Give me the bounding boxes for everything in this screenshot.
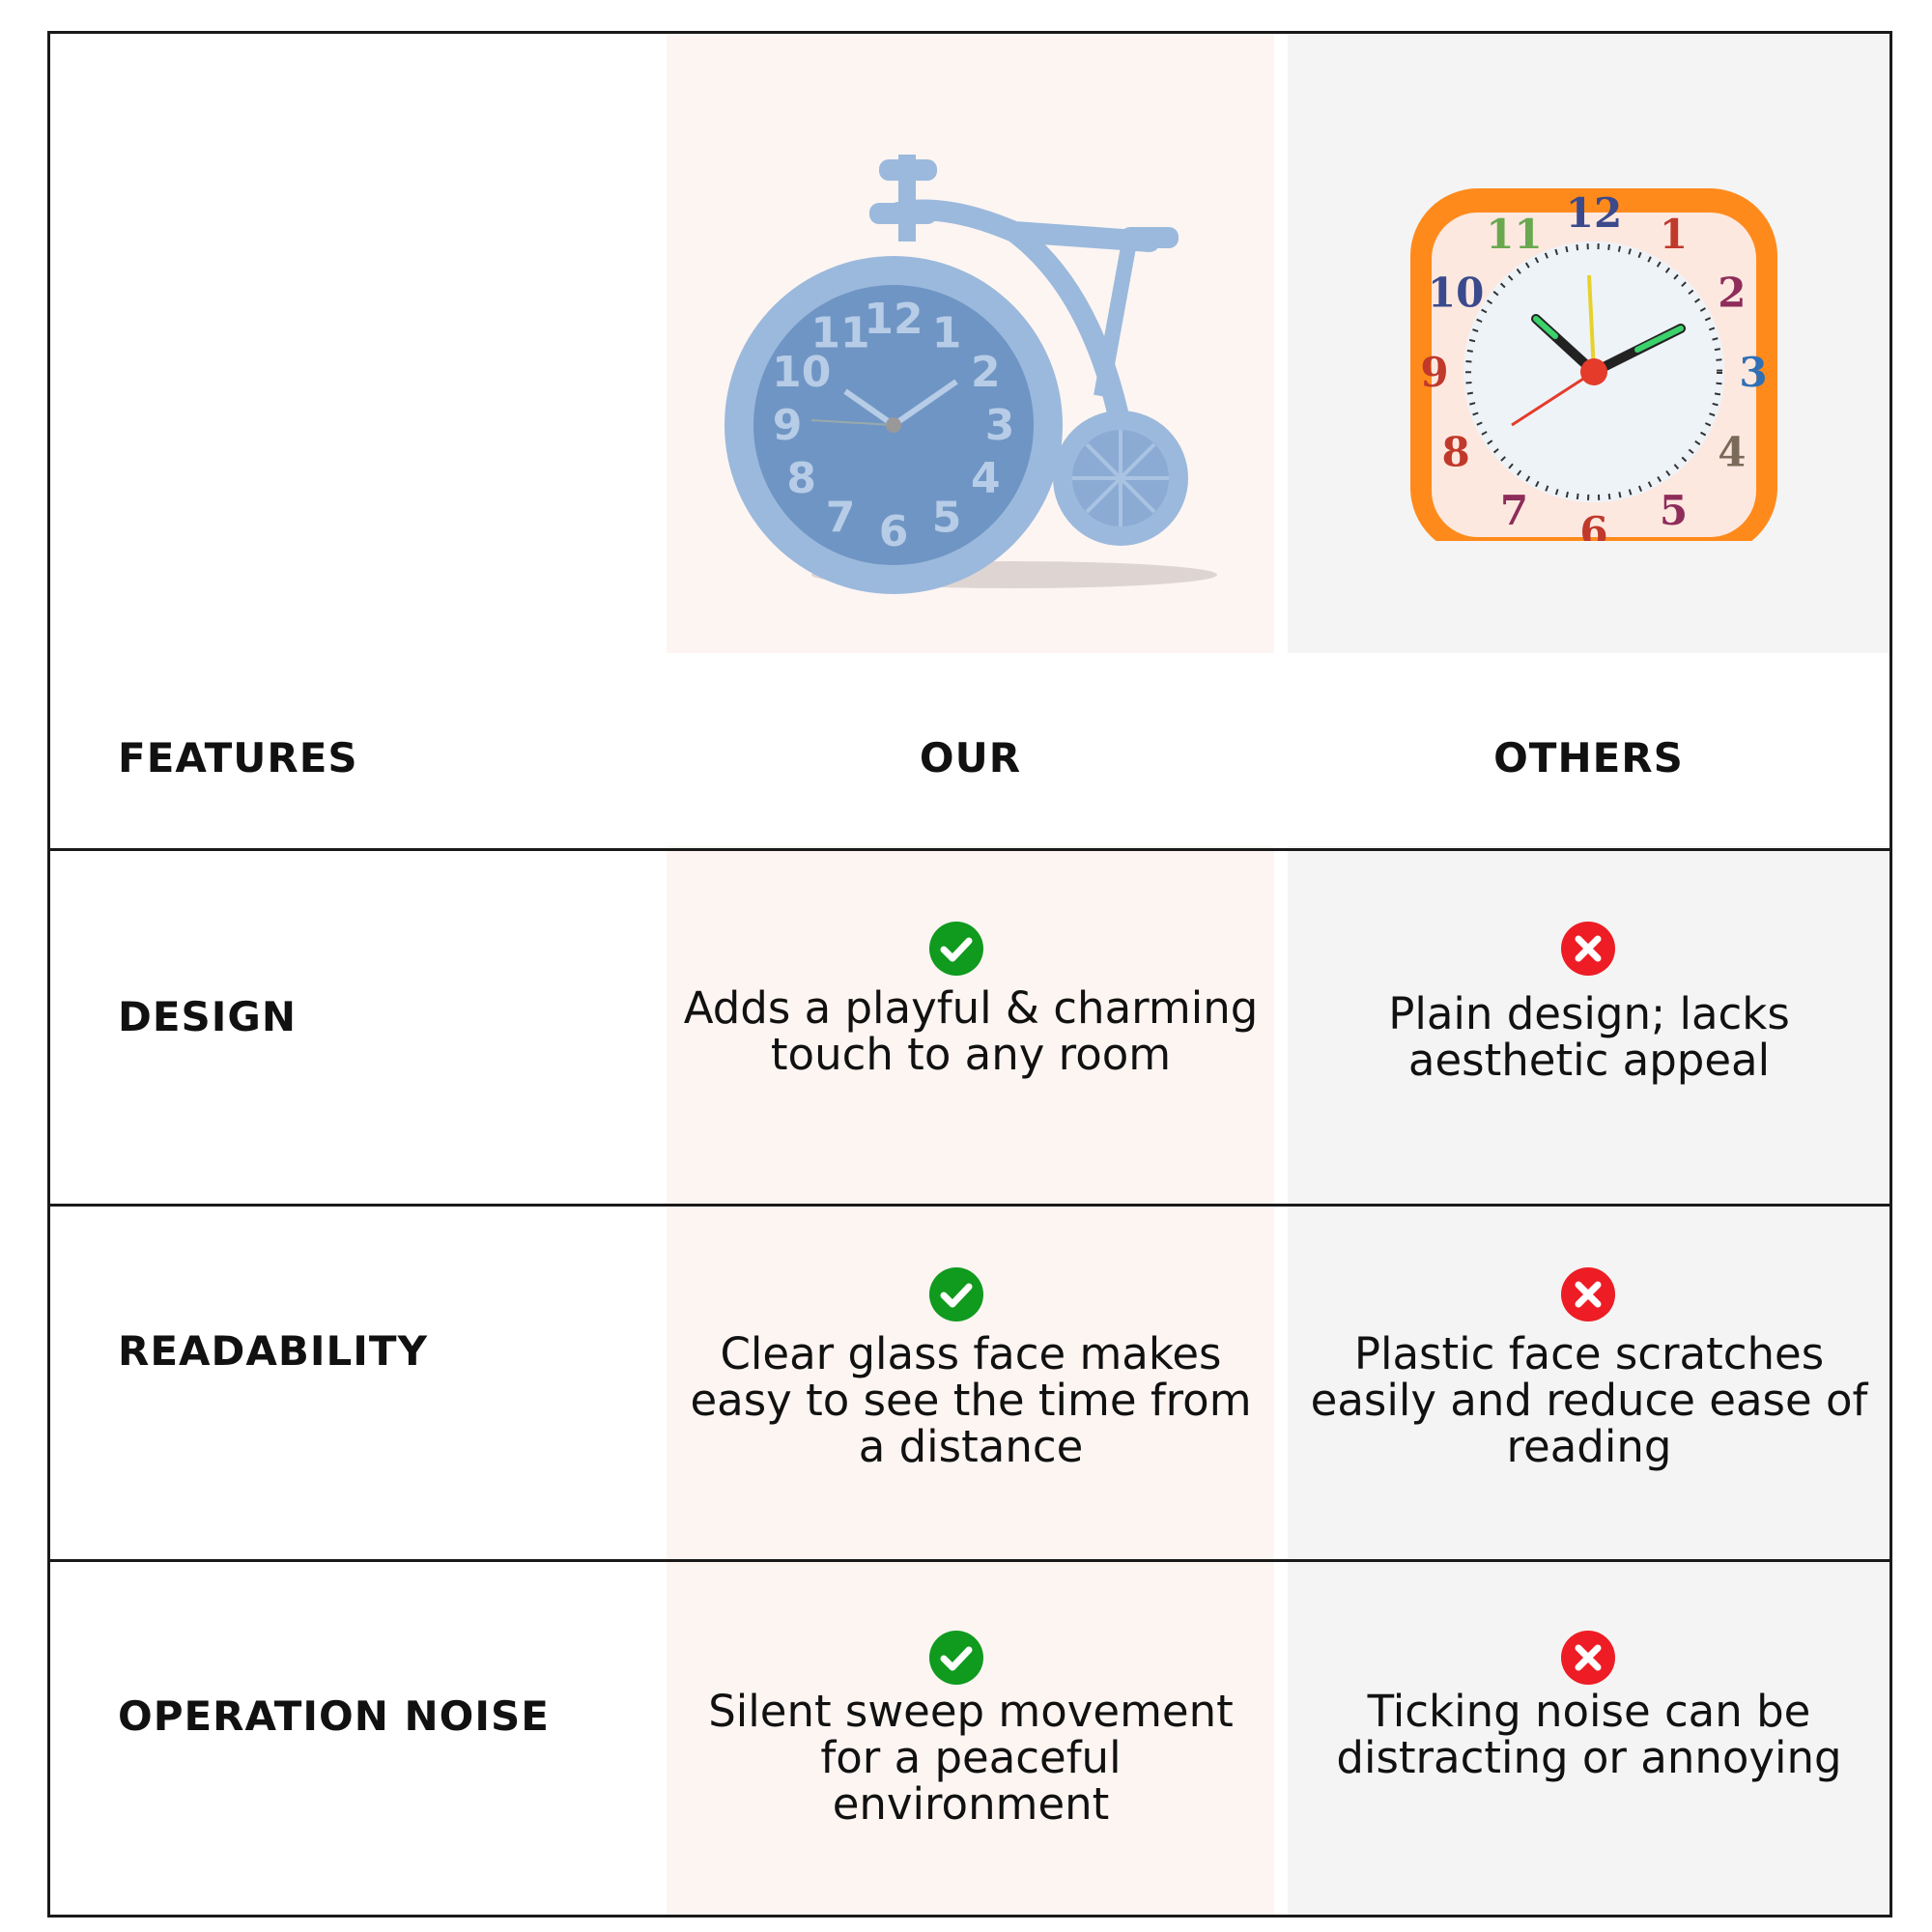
- others-noise-text: Ticking noise can be distracting or annoying: [1336, 1686, 1842, 1783]
- check-icon: [929, 1631, 983, 1685]
- feature-label-operation-noise: OPERATION NOISE: [118, 1692, 550, 1740]
- check-icon: [929, 1267, 983, 1321]
- our-header: OUR: [919, 734, 1022, 781]
- clock-numeral: 7: [1499, 486, 1529, 534]
- clock-numeral: 6: [1579, 508, 1608, 541]
- clock-numeral: 6: [878, 507, 909, 556]
- orange-alarm-clock-icon: [1391, 135, 1797, 541]
- clock-numeral: 7: [825, 493, 856, 543]
- clock-numeral: 10: [772, 348, 832, 397]
- clock-numeral: 9: [772, 401, 803, 450]
- clock-numeral: 3: [984, 401, 1015, 450]
- clock-numeral: 3: [1739, 349, 1768, 396]
- others-design-text: Plain design; lacks aesthetic appeal: [1388, 988, 1790, 1086]
- cross-icon: [1561, 1631, 1615, 1685]
- feature-label-readability: READABILITY: [118, 1327, 428, 1375]
- row-divider: [47, 1559, 1892, 1562]
- others-product-image: [1391, 135, 1797, 545]
- blue-bicycle-clock-icon: [724, 135, 1227, 599]
- cross-icon: [1561, 1267, 1615, 1321]
- clock-numeral: 8: [786, 454, 817, 503]
- clock-numeral: 11: [810, 308, 870, 358]
- our-noise-text: Silent sweep movement for a peaceful environment: [708, 1686, 1234, 1830]
- cross-icon: [1561, 922, 1615, 976]
- clock-numeral: 12: [864, 295, 923, 344]
- features-header: FEATURES: [118, 734, 358, 781]
- clock-numeral: 1: [931, 308, 962, 358]
- clock-numeral: 9: [1420, 349, 1449, 396]
- row-divider: [47, 848, 1892, 851]
- row-divider: [47, 1204, 1892, 1207]
- clock-numeral: 12: [1565, 189, 1623, 237]
- clock-numeral: 4: [970, 454, 1001, 503]
- others-header: OTHERS: [1493, 734, 1684, 781]
- our-readability-text: Clear glass face makes easy to see the time from a distance: [690, 1328, 1252, 1472]
- clock-numeral: 1: [1659, 211, 1689, 259]
- clock-numeral: 5: [931, 493, 962, 543]
- our-design-text: Adds a playful & charming touch to any room: [683, 982, 1259, 1080]
- our-product-image: [724, 135, 1227, 603]
- clock-numeral: 10: [1427, 269, 1485, 317]
- clock-numeral: 5: [1659, 486, 1689, 534]
- others-readability-text: Plastic face scratches easily and reduce ease of reading: [1310, 1328, 1868, 1472]
- clock-numeral: 8: [1441, 428, 1470, 476]
- check-icon: [929, 922, 983, 976]
- clock-numeral: 2: [1718, 269, 1747, 317]
- clock-numeral: 11: [1486, 211, 1543, 259]
- clock-numeral: 2: [970, 348, 1001, 397]
- clock-numeral: 4: [1718, 428, 1747, 476]
- feature-label-design: DESIGN: [118, 993, 298, 1040]
